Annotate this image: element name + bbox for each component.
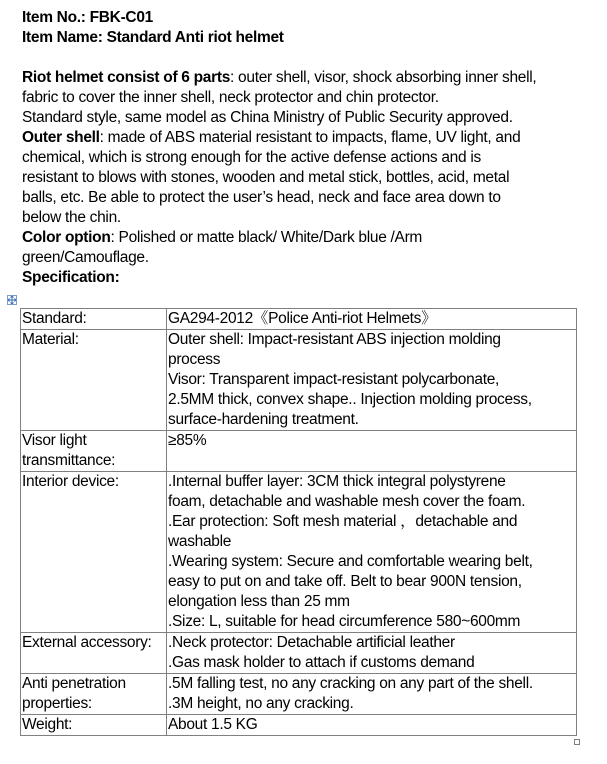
spec-label: External accessory: (22, 634, 152, 651)
parts-heading: Riot helmet consist of 6 parts (22, 69, 231, 86)
spec-label: properties: (22, 695, 92, 712)
spec-value-line: .Gas mask holder to attach if customs demand (168, 654, 475, 671)
spec-value-line: .Internal buffer layer: 3CM thick integral polystyrene (168, 473, 506, 490)
table-resize-handle[interactable] (574, 739, 580, 745)
spec-value-line: .Wearing system: Secure and comfortable wearing belt, (168, 553, 533, 570)
outer-shell-paragraph (22, 128, 592, 148)
table-row (21, 674, 577, 715)
spec-value-line: GA294-2012《Police Anti-riot Helmets》 (168, 310, 437, 327)
spec-value-cell (167, 715, 577, 736)
spec-value-line: .5M falling test, no any cracking on any part of the shell. (168, 675, 533, 692)
item-number: Item No.: FBK-C01 (22, 9, 153, 26)
spec-value-cell (167, 674, 577, 715)
spec-value-line: 2.5MM thick, convex shape.. Injection molding process, (168, 391, 532, 408)
spec-value-line: washable (168, 533, 232, 550)
spec-label: Anti penetration (22, 675, 126, 692)
item-name-label: Item Name: (22, 29, 103, 46)
spec-value-cell (167, 633, 577, 674)
outer-shell-text-1: : made of ABS material resistant to impacts, flame, UV light, and (99, 129, 521, 146)
spec-value-line: Visor: Transparent impact-resistant polycarbonate, (168, 371, 500, 388)
table-row (21, 472, 577, 633)
spec-label-cell (21, 674, 167, 715)
spec-label-cell (21, 715, 167, 736)
outer-shell-text-2: chemical, which is strong enough for the active defense actions and is (22, 149, 481, 166)
spec-value-line: .3M height, no any cracking. (168, 695, 354, 712)
spec-value-line: ≥85% (168, 432, 207, 449)
specification-table (20, 308, 577, 736)
item-name (22, 28, 592, 48)
spec-value-line: .Size: L, suitable for head circumference 580~600mm (168, 613, 521, 630)
spec-value-line: About 1.5 KG (168, 716, 258, 733)
standard-style-text: Standard style, same model as China Ministry of Public Security approved. (22, 109, 513, 126)
spec-label: Standard: (22, 310, 87, 327)
spec-label: Visor light (22, 432, 87, 449)
spec-value-line: .Ear protection: Soft mesh material ，detachable and (168, 513, 518, 530)
table-row (21, 330, 577, 431)
spec-label-cell (21, 472, 167, 633)
spec-value-cell (167, 330, 577, 431)
outer-shell-heading: Outer shell (22, 129, 100, 146)
spec-label: Interior device: (22, 473, 119, 490)
spec-value-line: .Neck protector: Detachable artificial leather (168, 634, 455, 651)
parts-text-2: fabric to cover the inner shell, neck protector and chin protector. (22, 89, 439, 106)
spec-label-cell (21, 431, 167, 472)
spec-label: Material: (22, 331, 79, 348)
parts-text-1: : outer shell, visor, shock absorbing inner shell, (230, 69, 537, 86)
spec-label-cell (21, 309, 167, 330)
spec-value-cell (167, 472, 577, 633)
spec-value-line: elongation less than 25 mm (168, 593, 350, 610)
spec-label: transmittance: (22, 452, 116, 469)
table-row (21, 633, 577, 674)
specification-heading: Specification: (22, 269, 120, 286)
item-name-value: Standard Anti riot helmet (106, 29, 284, 46)
parts-paragraph (22, 68, 592, 88)
spec-value-line: foam, detachable and washable mesh cover the foam. (168, 493, 526, 510)
outer-shell-text-3: resistant to blows with stones, wooden and metal stick, bottles, acid, metal (22, 169, 510, 186)
table-row (21, 715, 577, 736)
spec-value-line: Outer shell: Impact-resistant ABS injection molding (168, 331, 501, 348)
table-move-handle-icon[interactable] (7, 295, 17, 305)
table-row (21, 431, 577, 472)
spec-value-line: process (168, 351, 221, 368)
spacer (22, 48, 592, 68)
spec-value-line: easy to put on and take off. Belt to bear 900N tension, (168, 573, 522, 590)
spec-label-cell (21, 633, 167, 674)
document-body (22, 8, 592, 288)
spec-label-cell (21, 330, 167, 431)
table-row (21, 309, 577, 330)
outer-shell-text-5: below the chin. (22, 209, 121, 226)
spec-label: Weight: (22, 716, 73, 733)
spec-value-cell (167, 431, 577, 472)
color-option-text-1: : Polished or matte black/ White/Dark blue /Arm (110, 229, 423, 246)
spec-value-cell (167, 309, 577, 330)
color-option-paragraph (22, 228, 592, 248)
color-option-heading: Color option (22, 229, 111, 246)
spec-value-line: surface-hardening treatment. (168, 411, 359, 428)
color-option-text-2: green/Camouflage. (22, 249, 149, 266)
outer-shell-text-4: balls, etc. Be able to protect the user’s head, neck and face area down to (22, 189, 501, 206)
